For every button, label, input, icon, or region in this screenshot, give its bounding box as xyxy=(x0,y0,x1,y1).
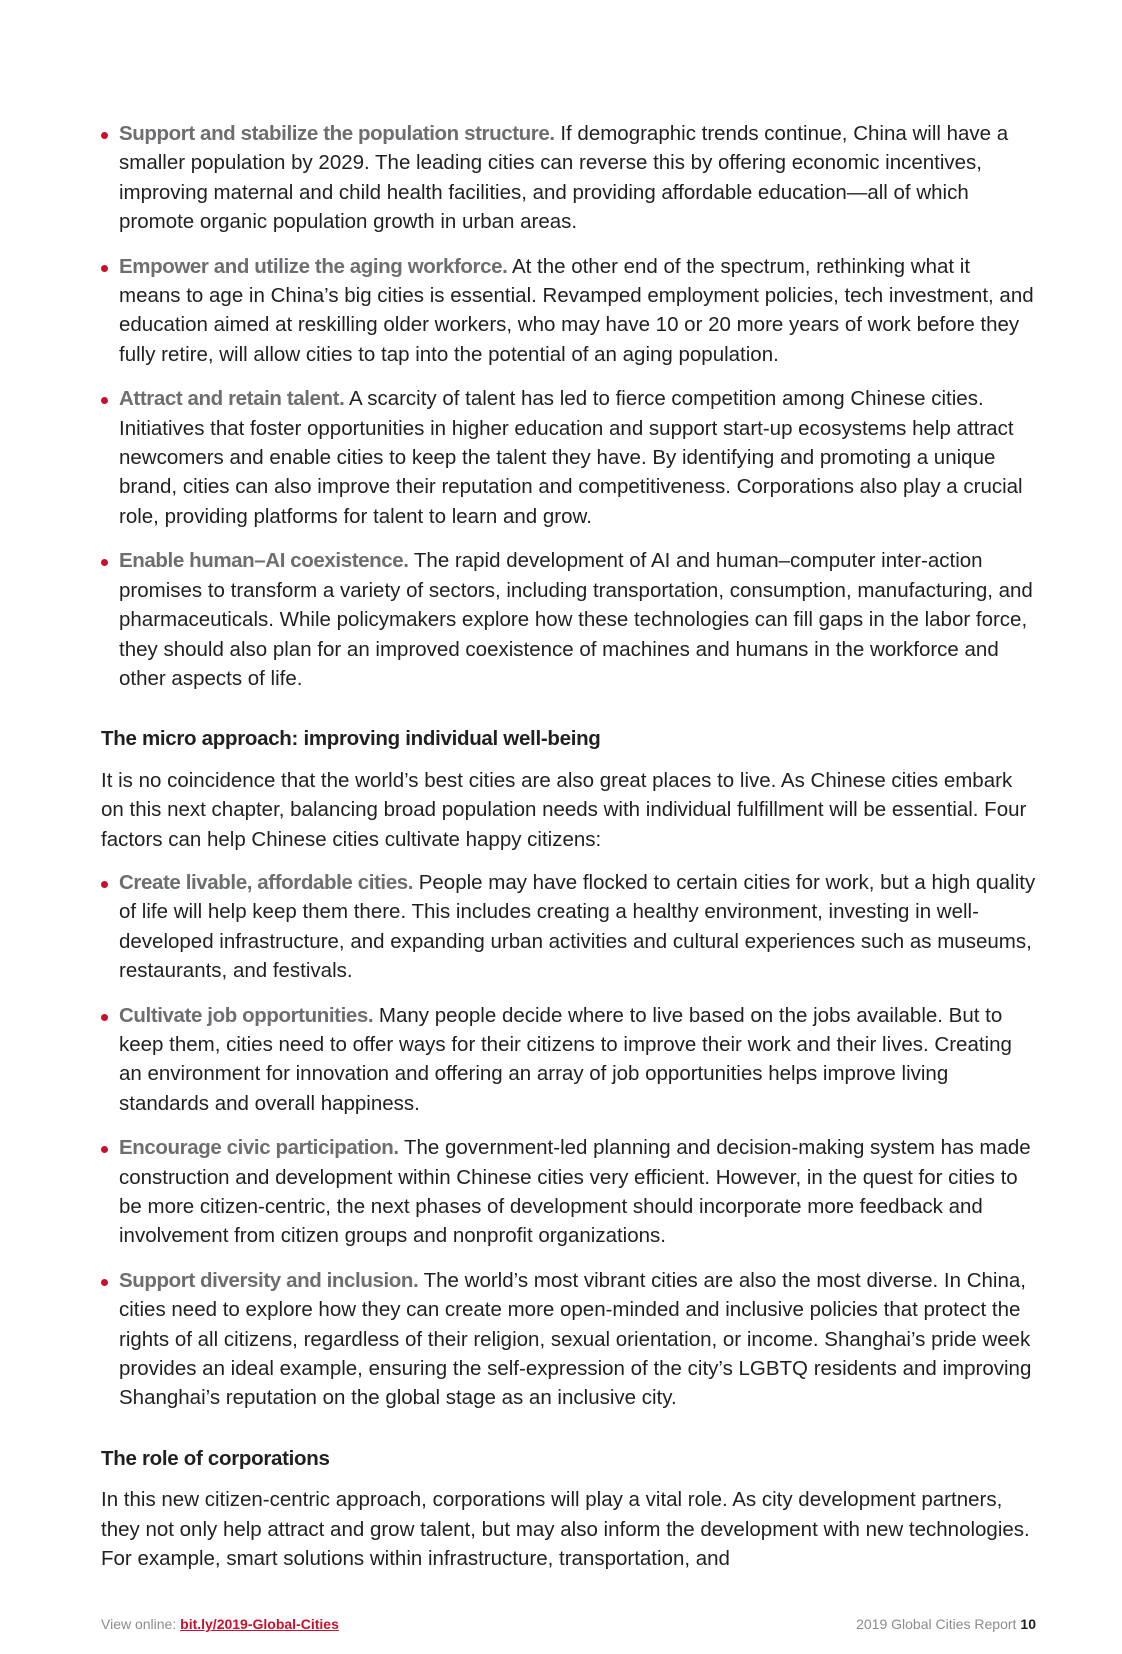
bullet-dot-icon xyxy=(101,397,108,404)
corporations-paragraph: In this new citizen-centric approach, corporations will play a vital role. As city development partners, they not only help attract and grow talent, but may also inform the development with new technologies. For example, smart solutions within infrastructure, transportation, and xyxy=(101,1488,1030,1571)
bullet-dot-icon xyxy=(101,881,108,888)
bullet-dot-icon xyxy=(101,1279,108,1286)
list-item xyxy=(101,868,1036,986)
footer-report-info xyxy=(856,1616,1036,1632)
list-item xyxy=(101,1266,1036,1413)
bullet-dot-icon xyxy=(101,132,108,139)
bullet-text: A scarcity of talent has led to fierce competition among Chinese cities. Initiatives that foster opportunities in higher education and support start-up ecosystems help attract newcomers and enable cities to keep the talent they have. By identifying and promoting a unique brand, cities can also improve their reputation and competitiveness. Corporations also play a crucial role, providing platforms for talent to learn and grow. xyxy=(119,387,1023,528)
list-item xyxy=(101,252,1036,370)
bullet-dot-icon xyxy=(101,265,108,272)
section-heading-role-of-corporations: The role of corporations xyxy=(101,1446,330,1470)
bullet-dot-icon xyxy=(101,1146,108,1153)
list-item xyxy=(101,546,1036,693)
list-item xyxy=(101,119,1036,237)
bullet-lead: Encourage civic participation. xyxy=(119,1136,399,1160)
micro-bullet-list xyxy=(101,868,1036,1413)
bullet-text: The world’s most vibrant cities are also the most diverse. In China, cities need to explore how they can create more open-minded and inclusive policies that protect the rights of all citizens, regardless of their religion, sexual orientation, or income. Shanghai’s pride week provides an ideal example, ensuring the self-expression of the city’s LGBTQ residents and improving Shanghai’s reputation on the global stage as an inclusive city. xyxy=(119,1268,1032,1410)
bullet-lead: Attract and retain talent. xyxy=(119,387,345,411)
page-footer xyxy=(101,1616,1036,1632)
list-item xyxy=(101,1133,1036,1251)
section-heading-micro-approach: The micro approach: improving individual well-being xyxy=(101,727,601,751)
bullet-text: Many people decide where to live based on the jobs available. But to keep them, cities need to offer ways for their citizens to improve their work and their lives. Creating an environment for innovation and offering an array of job opportunities helps improve living standards and overall happiness. xyxy=(119,1003,1012,1115)
section-intro-paragraph: It is no coincidence that the world’s best cities are also great places to live. As Chinese cities embark on this next chapter, balancing broad population needs with individual fulfillment will be essential. Four factors can help Chinese cities cultivate happy citizens: xyxy=(101,768,1027,851)
bullet-text: At the other end of the spectrum, rethinking what it means to age in China’s big cities is essential. Revamped employment policies, tech investment, and education aimed at reskilling older workers, who may have 10 or 20 more years of work before they fully retire, will allow cities to tap into the potential of an aging population. xyxy=(119,254,1034,366)
macro-bullet-list xyxy=(101,119,1036,693)
list-item xyxy=(101,384,1036,531)
bullet-text: If demographic trends continue, China will have a smaller population by 2029. The leading cities can reverse this by offering economic incentives, improving maternal and child health facilities, and providing affordable education—all of which promote organic population growth in urban areas. xyxy=(119,122,1009,234)
bullet-lead: Empower and utilize the aging workforce. xyxy=(119,254,508,278)
bullet-text: People may have flocked to certain cities for work, but a high quality of life will help keep them there. This includes creating a healthy environment, investing in well-developed infrastructure, and expanding urban activities and cultural experiences such as museums, restaurants, and festivals. xyxy=(119,870,1036,983)
bullet-text: The rapid development of AI and human–computer inter-action promises to transform a variety of sectors, including transportation, consumption, manufacturing, and pharmaceuticals. While policymakers explore how these technologies can fill gaps in the labor force, they should also plan for an improved coexistence of machines and humans in the workforce and other aspects of life. xyxy=(119,549,1033,690)
report-link[interactable]: bit.ly/2019-Global-Cities xyxy=(180,1616,339,1632)
report-title: 2019 Global Cities Report xyxy=(856,1616,1017,1632)
footer-view-online xyxy=(101,1616,339,1632)
list-item xyxy=(101,1001,1036,1119)
bullet-lead: Support and stabilize the population structure. xyxy=(119,122,555,145)
view-online-label: View online: xyxy=(101,1616,177,1632)
bullet-dot-icon xyxy=(101,559,108,566)
main-content xyxy=(101,119,1036,1587)
bullet-lead: Support diversity and inclusion. xyxy=(119,1268,419,1292)
bullet-dot-icon xyxy=(101,1014,108,1021)
bullet-lead: Create livable, affordable cities. xyxy=(119,870,414,894)
bullet-text: The government-led planning and decision-making system has made construction and development within Chinese cities very efficient. However, in the quest for cities to be more citizen-centric, the next phases of development should incorporate more feedback and involvement from citizen groups and nonprofit organizations. xyxy=(119,1136,1031,1248)
bullet-lead: Enable human–AI coexistence. xyxy=(119,549,409,573)
page-number: 10 xyxy=(1020,1616,1036,1632)
bullet-lead: Cultivate job opportunities. xyxy=(119,1003,374,1027)
